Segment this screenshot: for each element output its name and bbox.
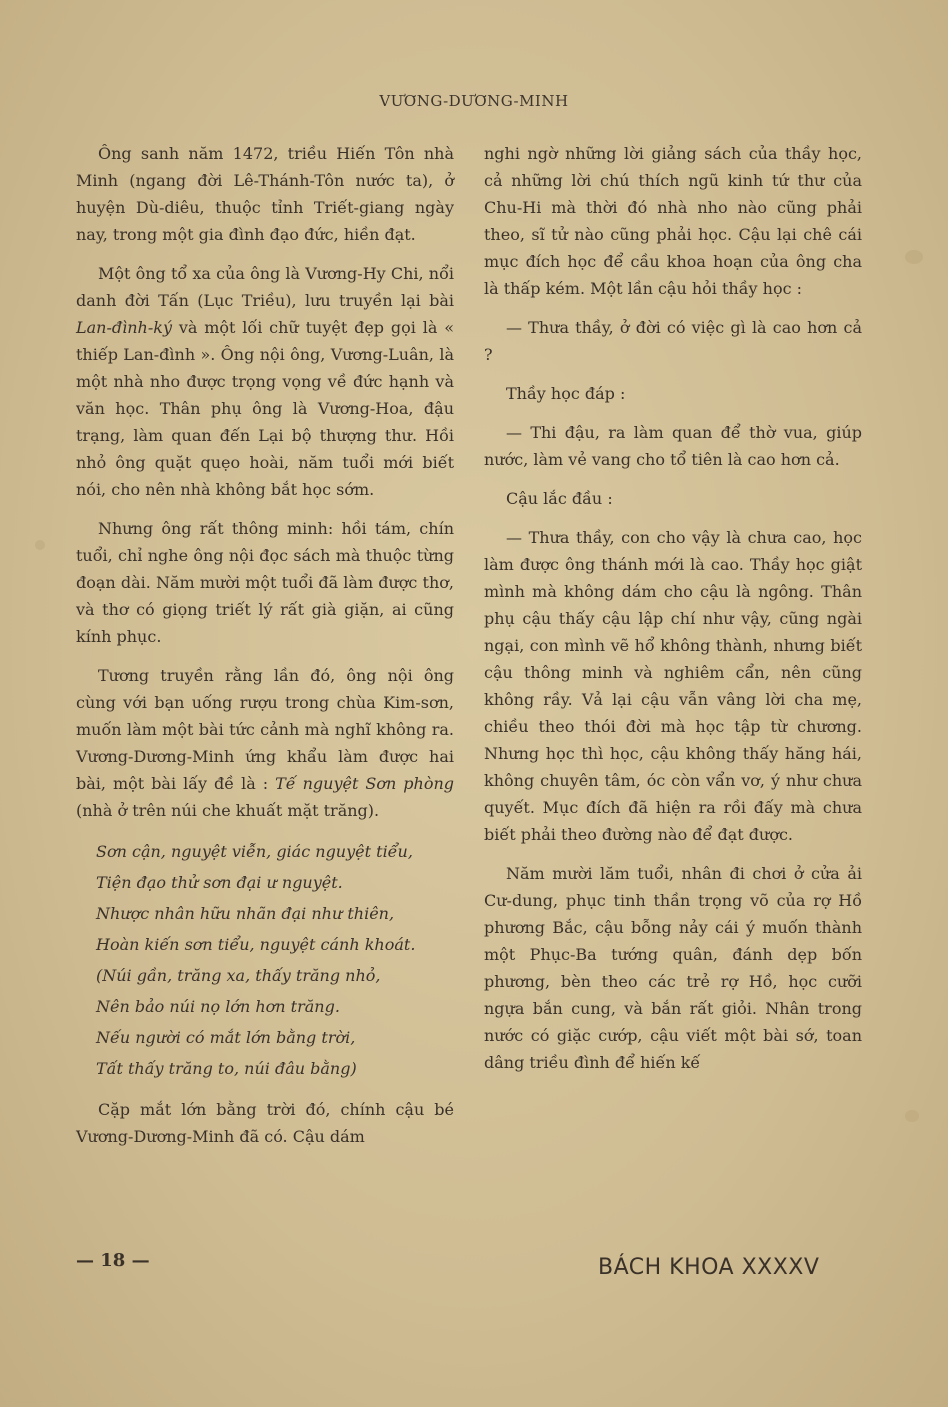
paragraph: Năm mười lăm tuổi, nhân đi chơi ở cửa ải Cư-dung, phục tinh thần trọng võ của rợ Hồ phương Bắc, cậu bỗng nảy cái ý muốn thành một Phục-Ba tướng quân, đánh dẹp bốn phương, bèn theo các trẻ rợ Hồ, học cưỡi ngựa bắn cung, và bắn rất giỏi. Nhân trong nước có giặc cướp, cậu viết một bài sớ, toan dâng triều đình để hiến kế	[484, 864, 862, 1072]
paper-stain	[35, 540, 45, 550]
poem	[96, 836, 454, 1084]
paragraph: Tương truyền rằng lần đó, ông nội ông cùng với bạn uống rượu trong chùa Kim-sơn, muốn làm một bài tức cảnh mà nghĩ không ra. Vương-Dương-Minh ứng khẩu làm được hai bài, một bài lấy đề là : Tế nguyệt Sơn phòng (nhà ở trên núi che khuất mặt trăng).	[76, 666, 455, 820]
poem-line: Sơn cận, nguyệt viễn, giác nguyệt tiểu,	[96, 842, 413, 861]
poem-line: (Núi gần, trăng xa, thấy trăng nhỏ,	[96, 966, 381, 985]
paragraph: Cặp mắt lớn bằng trời đó, chính cậu bé Vương-Dương-Minh đã có. Cậu dám	[76, 1100, 454, 1146]
dialogue-line: — Thi đậu, ra làm quan để thờ vua, giúp nước, làm vẻ vang cho tổ tiên là cao hơn cả.	[484, 423, 862, 469]
poem-line: Tất thấy trăng to, núi đâu bằng)	[96, 1059, 357, 1078]
poem-line: Tiện đạo thử sơn đại ư nguyệt.	[96, 873, 343, 892]
dialogue-line: — Thưa thầy, ở đời có việc gì là cao hơn cả ?	[484, 318, 862, 364]
paragraph: Nhưng ông rất thông minh: hồi tám, chín tuổi, chỉ nghe ông nội đọc sách mà thuộc từng đoạn dài. Năm mười một tuổi đã làm được thơ, và thơ có giọng triết lý rất già giặn, ai cũng kính phục.	[76, 519, 454, 646]
paragraph: Thầy học đáp :	[506, 384, 626, 403]
paragraph: nghi ngờ những lời giảng sách của thầy học, cả những lời chú thích ngũ kinh tứ thư của Chu-Hi mà thời đó nhà nho nào cũng phải theo, sĩ tử nào cũng phải học. Cậu lại chê cái mục đích học để cầu khoa hoạn của ông cha là thấp kém. Một lần cậu hỏi thầy học :	[484, 144, 862, 298]
paragraph: Một ông tổ xa của ông là Vương-Hy Chi, nổi danh đời Tấn (Lục Triều), lưu truyền lại bài Lan-đình-ký và một lối chữ tuyệt đẹp gọi là « thiếp Lan-đình ». Ông nội ông, Vương-Luân, là một nhà nho được trọng vọng về đức hạnh và văn học. Thân phụ ông là Vương-Hoa, đậu trạng, làm quan đến Lại bộ thượng thư. Hồi nhỏ ông quặt quẹo hoài, năm tuổi mới biết nói, cho nên nhà không bắt học sớm.	[76, 264, 454, 499]
poem-line: Nhược nhân hữu nhãn đại như thiên,	[96, 904, 395, 923]
paper-stain	[905, 1110, 919, 1122]
paper-stain	[905, 250, 923, 264]
paragraph: Cậu lắc đầu :	[506, 489, 613, 508]
paragraph: Ông sanh năm 1472, triều Hiến Tôn nhà Minh (ngang đời Lê-Thánh-Tôn nước ta), ở huyện Dù-diêu, thuộc tỉnh Triết-giang ngày nay, trong một gia đình đạo đức, hiền đạt.	[76, 144, 454, 244]
poem-line: Nên bảo núi nọ lớn hơn trăng.	[96, 997, 340, 1016]
running-title: VƯƠNG-DƯƠNG-MINH	[379, 92, 569, 110]
poem-line: Nếu người có mắt lớn bằng trời,	[96, 1028, 356, 1047]
poem-line: Hoàn kiến sơn tiểu, nguyệt cánh khoát.	[96, 935, 416, 954]
dialogue-line: — Thưa thầy, con cho vậy là chưa cao, học làm được ông thánh mới là cao. Thầy học giật mình mà không dám cho cậu là ngông. Thân phụ cậu thấy cậu lập chí như vậy, cũng ngài ngại, con mình vẽ hổ không thành, nhưng biết cậu thông minh và nghiêm cẩn, nên cũng không rầy. Vả lại cậu vẫn vâng lời cha mẹ, chiều theo thói đời mà học tập từ chương. Nhưng học thì học, cậu không thấy hăng hái, không chuyên tâm, óc còn vẩn vơ, ý như chưa quyết. Mục đích đã hiện ra rồi đấy mà chưa biết phải theo đường nào để đạt được.	[484, 528, 862, 844]
right-column	[484, 140, 862, 1088]
journal-name: BÁCH KHOA XXXXV	[598, 1255, 820, 1280]
page-number: — 18 —	[76, 1250, 150, 1271]
left-column	[76, 140, 454, 1162]
